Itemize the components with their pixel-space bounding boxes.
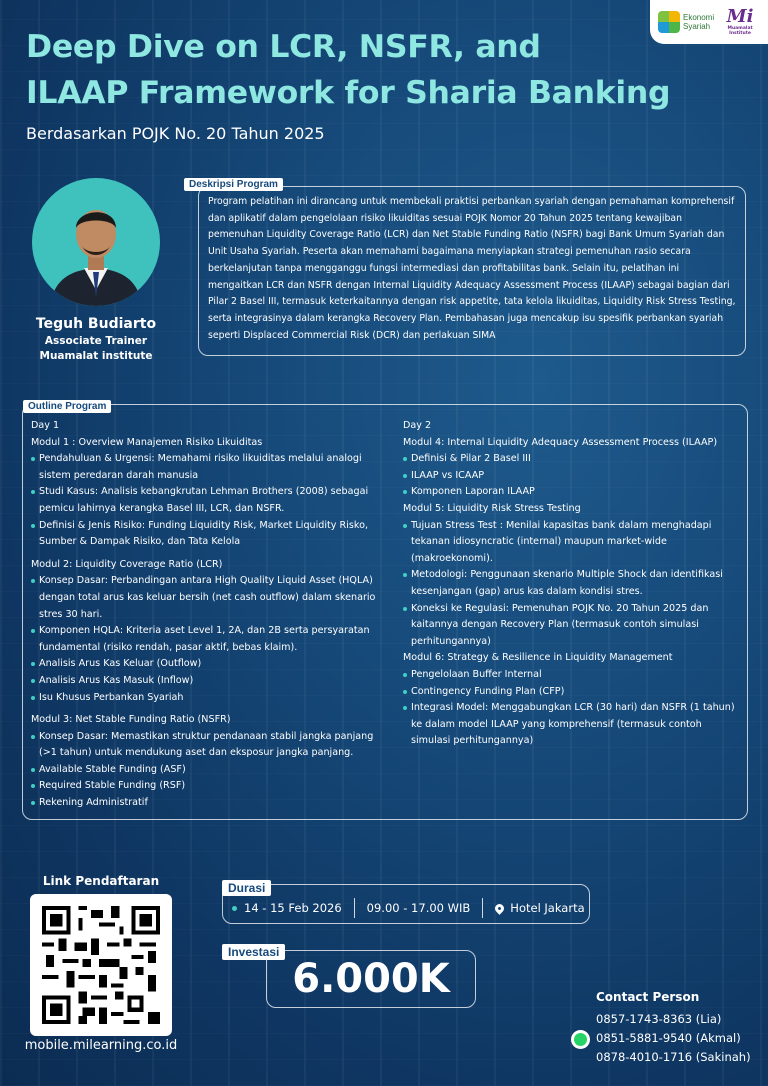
whatsapp-icon <box>571 1030 590 1049</box>
description-text: Program pelatihan ini dirancang untuk membekali praktisi perbankan syariah dengan pemahaman komprehensif dan aplikatif dalam pengelolaan risiko likuiditas sesuai POJK Nomor 20 Tahun 2025 tentang kewajiban pemenuhan Liquidity Coverage Ratio (LCR) dan Net Stable Funding Ratio (NSFR) bagi Bank Umum Syariah dan Unit Usaha Syariah. Peserta akan memahami bagaimana menyiapkan strategi pemenuhan rasio secara berkelanjutan tanpa mengganggu fungsi intermediasi dan profitabilitas bank. Selain itu, pelatihan ini mengaitkan LCR dan NSFR dengan Internal Liquidity Adequacy Assessment Process (ILAAP) sebagai bagian dari Pilar 2 Basel III, termasuk keterkaitannya dengan risk appetite, tata kelola likuiditas, Liquidity Risk Stress Testing, serta integrasinya dalam kerangka Recovery Plan. Pembahasan juga mencakup isu spesifik perbankan syariah seperti Displaced Commercial Risk (DCR) dan perlakuan SIMA <box>208 196 736 341</box>
description-tag: Deskripsi Program <box>184 178 283 191</box>
logo-es-line1: Ekonomi <box>683 13 715 22</box>
list-item: Integrasi Model: Menggabungkan LCR (30 hari) dan NSFR (1 tahun) ke dalam model ILAAP yang komprehensif (termasuk contoh simulasi perhitungannya) <box>403 700 739 750</box>
list-item: Analisis Arus Kas Masuk (Inflow) <box>31 673 391 690</box>
list-item: Rekening Administratif <box>31 795 391 812</box>
list-item: Definisi & Pilar 2 Basel III <box>403 451 739 468</box>
list-item: Isu Khusus Perbankan Syariah <box>31 690 391 707</box>
module-title: Modul 4: Internal Liquidity Adequacy Assessment Process (ILAAP) <box>403 436 718 448</box>
event-time: 09.00 - 17.00 WIB <box>366 901 471 915</box>
event-location: Hotel Jakarta <box>510 901 585 915</box>
module-title: Modul 1 : Overview Manajemen Risiko Likuiditas <box>31 436 263 448</box>
contact-title: Contact Person <box>596 990 700 1004</box>
contact-phone[interactable]: 0878-4010-1716 (Sakinah) <box>596 1050 751 1064</box>
list-item: Komponen HQLA: Kriteria aset Level 1, 2A, dan 2B serta persyaratan fundamental (risiko rendah, pasar aktif, bebas klaim). <box>31 623 391 656</box>
module-4 <box>403 435 739 501</box>
page-title <box>26 24 746 116</box>
module-2 <box>31 557 391 706</box>
contact-list <box>596 1010 751 1067</box>
speaker-org: Muamalat institute <box>39 350 153 362</box>
qr-code-icon <box>42 906 160 1024</box>
speaker-name: Teguh Budiarto <box>35 316 157 332</box>
module-1 <box>31 435 391 551</box>
logo-mi-text: Muamalat Institute <box>727 26 753 36</box>
module-6 <box>403 650 739 750</box>
day1-label: Day 1 <box>31 420 60 431</box>
speaker-avatar <box>32 178 160 306</box>
list-item: ILAAP vs ICAAP <box>403 468 739 485</box>
registration-label: Link Pendaftaran <box>42 874 160 888</box>
divider <box>482 898 483 918</box>
outline-day1 <box>31 418 391 812</box>
list-item: Studi Kasus: Analisis kebangkrutan Lehman Brothers (2008) sebagai pemicu lahirnya kerangka Basel III, LCR, dan NSFR. <box>31 484 391 517</box>
outline-tag: Outline Program <box>23 400 111 413</box>
contact-phone[interactable]: 0857-1743-8363 (Lia) <box>596 1012 722 1026</box>
list-item: Konsep Dasar: Perbandingan antara High Quality Liquid Asset (HQLA) dengan total arus kas keluar bersih (net cash outflow) dalam skenario stres 30 hari. <box>31 573 391 623</box>
module-3 <box>31 712 391 812</box>
module-title: Modul 2: Liquidity Coverage Ratio (LCR) <box>31 558 223 570</box>
list-item: Required Stable Funding (RSF) <box>31 778 391 795</box>
list-item: Pengelolaan Buffer Internal <box>403 667 739 684</box>
list-item: Konsep Dasar: Memastikan struktur pendanaan stabil jangka panjang (>1 tahun) untuk mendukung aset dan eksposur jangka panjang. <box>31 729 391 762</box>
list-item: Tujuan Stress Test : Menilai kapasitas bank dalam menghadapi tekanan idiosyncratic (internal) maupun market-wide (makroekonomi). <box>403 518 739 568</box>
list-item: Available Stable Funding (ASF) <box>31 762 391 779</box>
contact-phone[interactable]: 0851-5881-9540 (Akmal) <box>596 1031 741 1045</box>
location-pin-icon <box>493 902 506 915</box>
logo-mi-mark: Mi <box>726 6 754 27</box>
page-subtitle: Berdasarkan POJK No. 20 Tahun 2025 <box>26 124 325 143</box>
speaker-portrait-icon <box>32 178 160 306</box>
logo-es-line2: Syariah <box>683 22 711 31</box>
module-5 <box>403 501 739 650</box>
speaker-title: Associate Trainer <box>44 335 148 347</box>
investment-tag: Investasi <box>222 944 285 960</box>
outline-day2 <box>403 418 739 750</box>
bullet-dot-icon <box>232 906 237 911</box>
duration-tag: Durasi <box>222 880 271 896</box>
divider <box>354 898 355 918</box>
duration-details <box>232 898 585 918</box>
title-line1: Deep Dive on LCR, NSFR, and <box>26 29 541 65</box>
module-title: Modul 5: Liquidity Risk Stress Testing <box>403 502 581 514</box>
module-title: Modul 6: Strategy & Resilience in Liquidity Management <box>403 652 673 664</box>
list-item: Definisi & Jenis Risiko: Funding Liquidity Risk, Market Liquidity Risko, Sumber & Dampak Risiko, dan Tata Kelola <box>31 518 391 551</box>
speaker-role <box>0 334 192 364</box>
list-item: Metodologi: Penggunaan skenario Multiple Shock dan identifikasi kesenjangan (gap) arus kas dalam kondisi stres. <box>403 567 739 600</box>
title-line2: ILAAP Framework for Sharia Banking <box>26 75 671 111</box>
list-item: Pendahuluan & Urgensi: Memahami risiko likuiditas melalui analogi sistem peredaran darah manusia <box>31 451 391 484</box>
day2-label: Day 2 <box>403 420 432 431</box>
module-title: Modul 3: Net Stable Funding Ratio (NSFR) <box>31 714 231 726</box>
investment-price: 6.000K <box>292 956 450 1002</box>
event-date: 14 - 15 Feb 2026 <box>244 901 342 915</box>
list-item: Komponen Laporan ILAAP <box>403 484 739 501</box>
list-item: Analisis Arus Kas Keluar (Outflow) <box>31 656 391 673</box>
registration-qr-code[interactable] <box>30 894 172 1036</box>
registration-url-link[interactable]: mobile.milearning.co.id <box>24 1038 178 1053</box>
list-item: Contingency Funding Plan (CFP) <box>403 684 739 701</box>
list-item: Koneksi ke Regulasi: Pemenuhan POJK No. 20 Tahun 2025 dan kaitannya dengan Recovery Plan (termasuk contoh simulasi perhitungannya) <box>403 601 739 651</box>
